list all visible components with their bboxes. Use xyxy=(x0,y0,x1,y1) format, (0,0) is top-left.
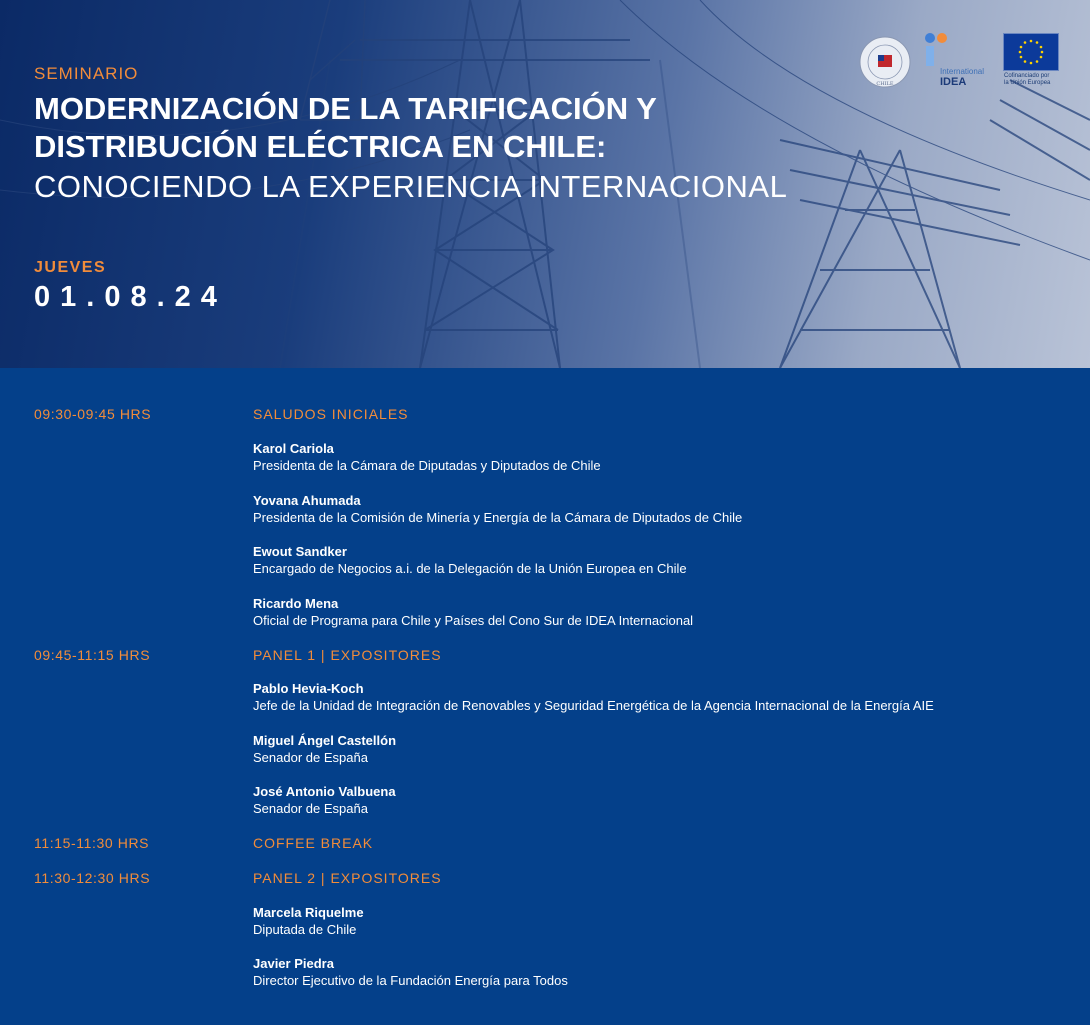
session-time: 11:15-11:30 HRS xyxy=(34,835,150,851)
hero-banner xyxy=(0,0,1090,368)
speaker-name: Javier Piedra xyxy=(253,956,334,971)
speaker-entry xyxy=(253,492,742,526)
session-heading: COFFEE BREAK xyxy=(253,835,374,851)
speaker-entry xyxy=(253,440,601,474)
eu-text-line1: Cofinanciado por xyxy=(1004,73,1050,79)
speaker-entry xyxy=(253,904,364,938)
speaker-name: Ricardo Mena xyxy=(253,596,339,611)
page-title xyxy=(34,90,657,166)
eu-cofunding-text xyxy=(1004,73,1050,87)
eu-flag-icon xyxy=(1003,33,1059,71)
speaker-entry xyxy=(253,955,568,989)
event-type-label: SEMINARIO xyxy=(34,64,139,83)
speaker-name: Marcela Riquelme xyxy=(253,905,364,920)
speaker-role: Encargado de Negocios a.i. de la Delegación de la Unión Europea en Chile xyxy=(253,561,687,576)
speaker-name: Karol Cariola xyxy=(253,441,334,456)
speaker-role: Director Ejecutivo de la Fundación Energía para Todos xyxy=(253,973,568,988)
speaker-role: Oficial de Programa para Chile y Países del Cono Sur de IDEA Internacional xyxy=(253,613,694,628)
eu-text-line2: la Unión Europea xyxy=(1004,80,1051,86)
idea-mark-icon xyxy=(924,32,950,66)
speaker-entry xyxy=(253,543,687,577)
speaker-role: Presidenta de la Cámara de Diputadas y Diputados de Chile xyxy=(253,458,601,473)
speaker-entry xyxy=(253,732,396,766)
speaker-name: Pablo Hevia-Koch xyxy=(253,681,364,696)
partner-logos xyxy=(852,30,1062,90)
session-heading: PANEL 1 | EXPOSITORES xyxy=(253,647,442,663)
page-subtitle: CONOCIENDO LA EXPERIENCIA INTERNACIONAL xyxy=(34,169,788,204)
event-day: JUEVES xyxy=(34,259,107,276)
session-heading: PANEL 2 | EXPOSITORES xyxy=(253,870,442,886)
session-time: 11:30-12:30 HRS xyxy=(34,870,151,886)
chamber-seal-logo xyxy=(858,35,912,89)
speaker-name: Miguel Ángel Castellón xyxy=(253,733,397,748)
session-heading: SALUDOS INICIALES xyxy=(253,406,409,422)
idea-logo-line1: International xyxy=(940,67,985,76)
european-union-logo xyxy=(1003,33,1059,89)
international-idea-logo xyxy=(924,32,994,90)
speaker-entry xyxy=(253,783,396,817)
speaker-role: Diputada de Chile xyxy=(253,922,357,937)
speaker-entry xyxy=(253,680,934,714)
speaker-role: Senador de España xyxy=(253,801,368,816)
speaker-name: José Antonio Valbuena xyxy=(253,784,396,799)
title-line-2: DISTRIBUCIÓN ELÉCTRICA EN CHILE: xyxy=(34,129,607,164)
speaker-role: Jefe de la Unidad de Integración de Renovables y Seguridad Energética de la Agencia Internacional de la Energía AIE xyxy=(253,698,934,713)
speaker-role: Presidenta de la Comisión de Minería y Energía de la Cámara de Diputados de Chile xyxy=(253,510,743,525)
title-line-1: MODERNIZACIÓN DE LA TARIFICACIÓN Y xyxy=(34,91,657,126)
event-date: 01.08.24 xyxy=(34,281,227,313)
session-time: 09:45-11:15 HRS xyxy=(34,647,151,663)
speaker-entry xyxy=(253,595,693,629)
idea-logo-line2: IDEA xyxy=(940,76,967,88)
session-time: 09:30-09:45 HRS xyxy=(34,406,152,422)
speaker-role: Senador de España xyxy=(253,750,368,765)
speaker-name: Yovana Ahumada xyxy=(253,493,361,508)
seal-text: CHILE xyxy=(876,81,894,87)
speaker-name: Ewout Sandker xyxy=(253,544,347,559)
